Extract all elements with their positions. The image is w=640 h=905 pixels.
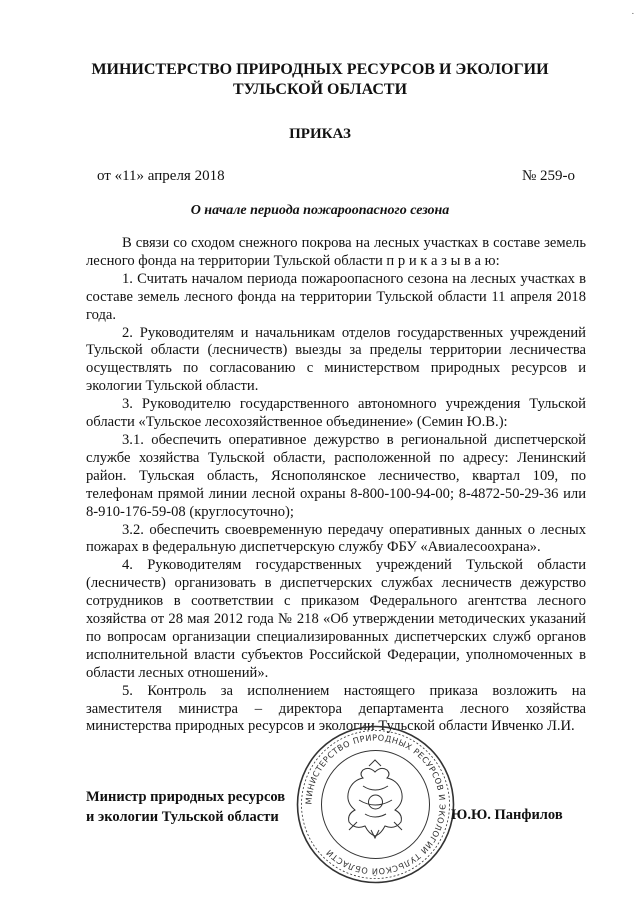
order-body <box>86 235 586 736</box>
order-date: от «11» апреля 2018 <box>97 168 225 184</box>
signatory-title-line-2: и экологии Тульской области <box>86 809 279 825</box>
header-line-2: ТУЛЬСКОЙ ОБЛАСТИ <box>232 81 408 98</box>
clause-3: 3. Руководителю государственного автономного учреждения Тульской области «Тульское лесохозяйственное объединение» (Семин Ю.В.): <box>86 396 586 431</box>
signatory-name: Ю.Ю. Панфилов <box>451 807 563 823</box>
clause-5: 5. Контроль за исполнением настоящего приказа возложить на заместителя министра – директора департамента лесного хозяйства министерства природных ресурсов и экологии Тульской области Ивченко Л.И. <box>86 682 586 735</box>
ministry-header <box>60 60 580 100</box>
header-line-1: МИНИСТЕРСТВО ПРИРОДНЫХ РЕСУРСОВ И ЭКОЛОГИИ <box>91 61 549 78</box>
order-number: № 259-о <box>521 168 575 184</box>
clause-3-1: 3.1. обеспечить оперативное дежурство в региональной диспетчерской службе хозяйства Тульской области, расположенной по адресу: Ленинский район. Тульская область, Яснополянское лесничество, квартал 109, по телефонам прямой линии лесной охраны 8-800-100-94-00; 8-4872-50-29-36 или 8-910-176-59-08 (круглосуточно); <box>86 431 586 520</box>
preamble-paragraph: В связи со сходом снежного покрова на лесных участках в составе земель лесного фонда на территории Тульской области п р и к а з ы в а ю: <box>86 235 586 269</box>
signatory-title-line-1: Министр природных ресурсов <box>86 789 286 805</box>
corner-mark: . <box>631 6 634 16</box>
clause-4: 4. Руководителям государственных учреждений Тульской области (лесничеств) организовать в диспетчерских службах лесничеств дежурство сотрудников в соответствии с приказом Федерального агентства лесного хозяйства от 28 мая 2012 года № 218 «Об утверждении методических указаний по вопросам организации специализированных диспетчерских служб органов исполнительной власти субъектов Российской Федерации, уполномоченных в области лесных отношений». <box>86 557 586 681</box>
date-number-line <box>97 168 575 185</box>
clause-3-2: 3.2. обеспечить своевременную передачу оперативных данных о лесных пожарах в федеральную диспетчерскую службу ФБУ «Авиалесоохрана». <box>86 521 586 556</box>
clause-1: 1. Считать началом периода пожароопасного сезона на лесных участках в составе земель лесного фонда на территории Тульской области 11 апреля 2018 года. <box>86 270 586 323</box>
order-subject: О начале периода пожароопасного сезона <box>190 203 450 218</box>
signatory-title <box>86 787 285 827</box>
document-title: ПРИКАЗ <box>289 126 351 142</box>
official-seal-stamp <box>293 722 458 887</box>
seal-ring-text: МИНИСТЕРСТВО ПРИРОДНЫХ РЕСУРСОВ И ЭКОЛОГИИ ТУЛЬСКОЙ ОБЛАСТИ <box>303 732 448 877</box>
clause-2: 2. Руководителям и начальникам отделов государственных учреждений Тульской области (лесничеств) выезды за пределы территории лесничества осуществлять по согласованию с министерством природных ресурсов и экологии Тульской области. <box>86 324 586 395</box>
coat-of-arms-emblem <box>348 760 402 838</box>
